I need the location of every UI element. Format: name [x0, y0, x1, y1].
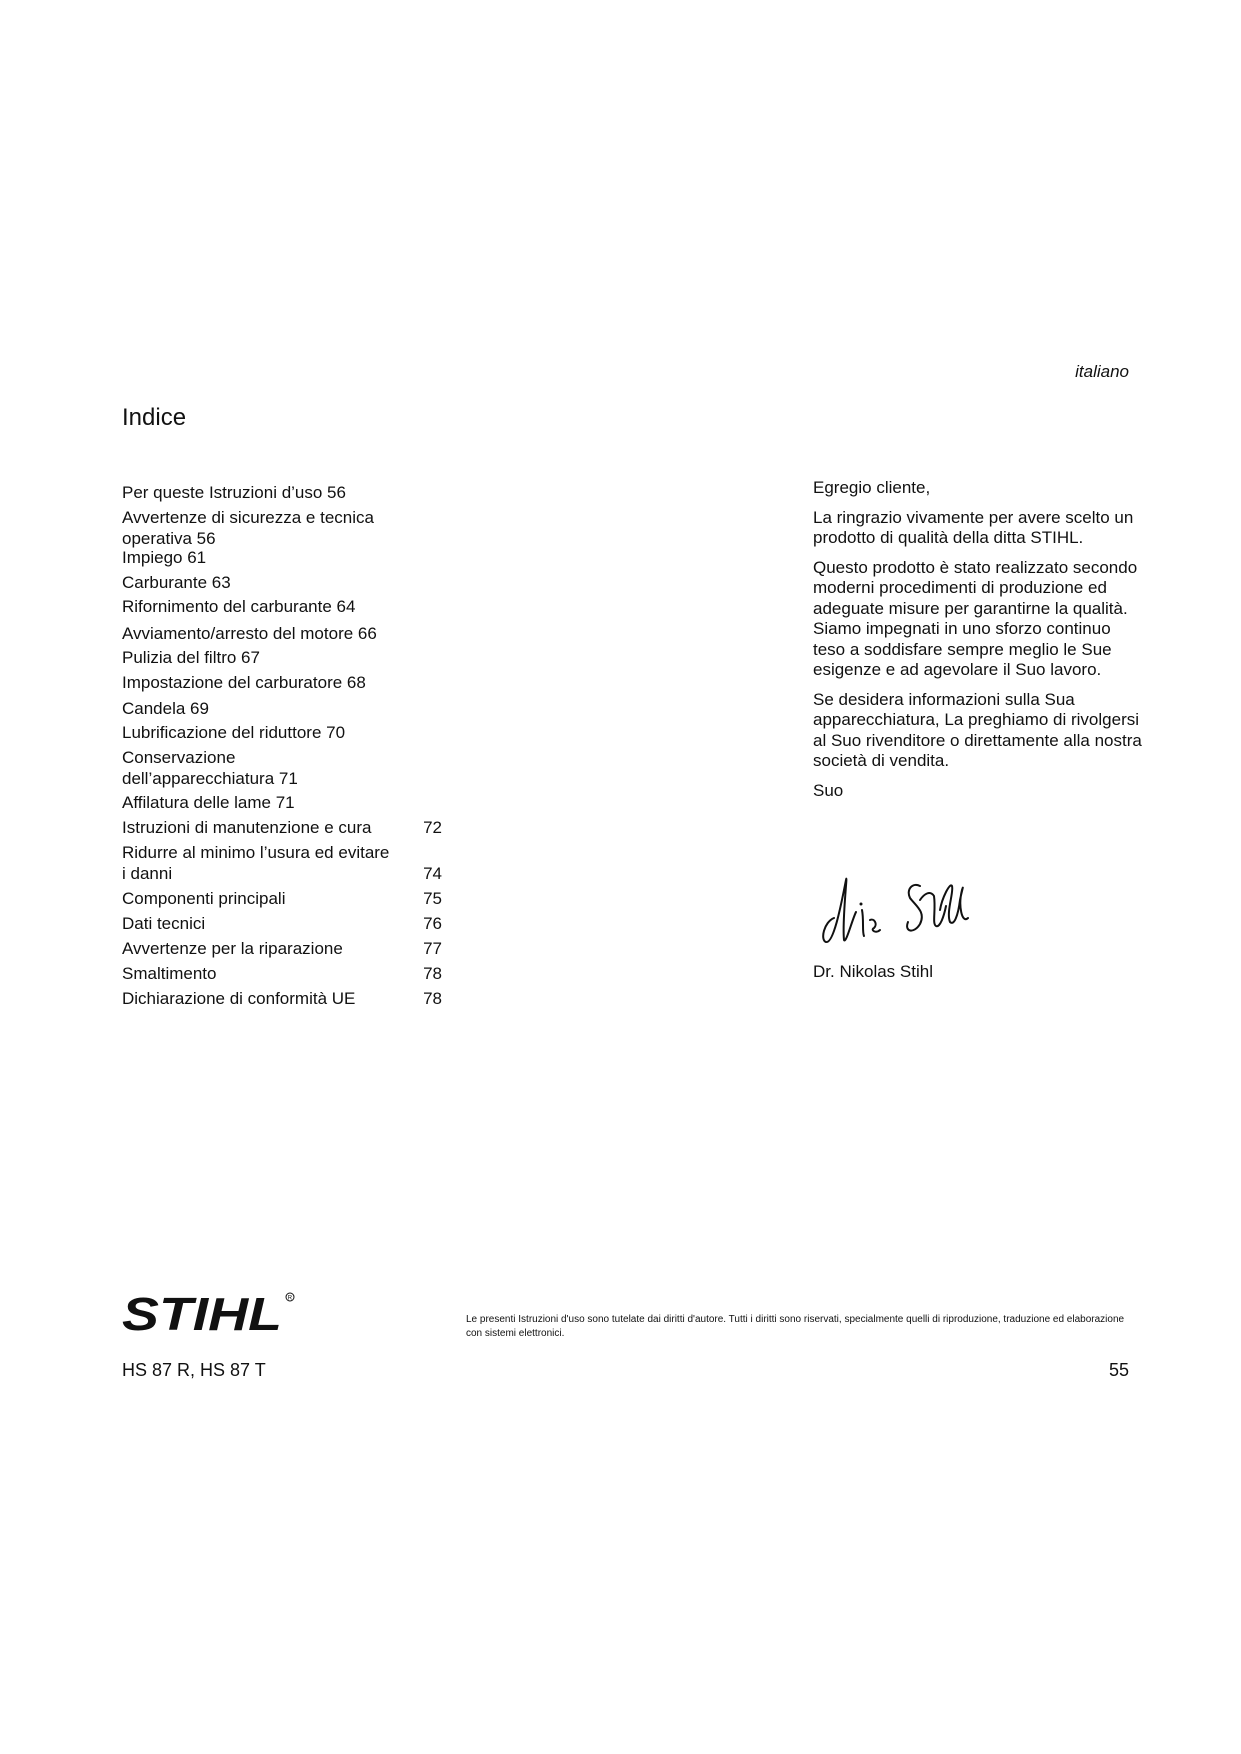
svg-text:STIHL: STIHL: [122, 1290, 282, 1340]
welcome-letter: [813, 478, 1143, 810]
toc-entry-text: Rifornimento del carburante 64: [122, 597, 356, 616]
letter-closing: Suo: [813, 780, 844, 800]
toc-entry-text: Avvertenze di sicurezza e tecnica operativa 56: [122, 508, 374, 548]
toc-entry: [122, 547, 442, 568]
toc-entry-page: 76: [423, 914, 442, 933]
toc-entry: [122, 672, 442, 693]
model-name: HS 87 R, HS 87 T: [122, 1360, 266, 1380]
toc-entry-text: Ridurre al minimo l’usura ed evitare i danni: [122, 843, 390, 883]
toc-entry-page: 77: [423, 939, 442, 958]
toc-entry: [122, 963, 442, 984]
letter-salutation: Egregio cliente,: [813, 478, 931, 497]
page-title: Indice: [122, 404, 187, 431]
toc-entry-text: Per queste Istruzioni d’uso 56: [122, 483, 346, 502]
toc-entry-text: Impostazione del carburatore 68: [122, 673, 366, 692]
toc-entry: [122, 913, 442, 934]
toc-entry-text: Avvertenze per la riparazione: [122, 939, 343, 958]
toc-entry-text: Pulizia del filtro 67: [122, 648, 260, 667]
toc-entry: [122, 596, 442, 617]
toc-entry: [122, 842, 442, 884]
toc-entry: [122, 572, 442, 593]
toc-entry-text: Affilatura delle lame 71: [122, 793, 295, 812]
svg-text:R: R: [287, 1295, 293, 1302]
toc-entry: [122, 623, 442, 644]
toc-entry-page: 78: [423, 964, 442, 983]
letter-paragraph-3: Se desidera informazioni sulla Sua apparecchiatura, La preghiamo di rivolgersi al Suo rivenditore o direttamente alla nostra società di vendita.: [813, 689, 1142, 770]
letter-paragraph-1: La ringrazio vivamente per avere scelto un prodotto di qualità della ditta STIHL.: [813, 507, 1134, 547]
toc-entry: [122, 698, 442, 719]
toc-entry-text: Dichiarazione di conformità UE: [122, 989, 356, 1008]
handwritten-signature: [812, 860, 982, 950]
toc-entry: [122, 792, 442, 813]
signer-name: Dr. Nikolas Stihl: [813, 962, 933, 981]
page-number: 55: [1108, 1360, 1129, 1380]
toc-entry: [122, 722, 442, 743]
toc-entry: [122, 938, 442, 959]
toc-entry: [122, 747, 442, 789]
toc-entry-text: Conservazione dell’apparecchiatura 71: [122, 748, 298, 788]
letter-paragraph-2: Questo prodotto è stato realizzato secondo moderni procedimenti di produzione ed adeguate misure per garantirne la qualità. Siamo impegnati in uno sforzo continuo teso a soddisfare sempre meglio le Sue esigenze e ad agevolare il Suo lavoro.: [813, 557, 1138, 679]
toc-entry: [122, 647, 442, 668]
stihl-logo: [122, 1290, 297, 1340]
toc-entry: [122, 507, 442, 549]
toc-entry: [122, 888, 442, 909]
toc-entry-text: Avviamento/arresto del motore 66: [122, 624, 377, 643]
toc-entry-text: Carburante 63: [122, 573, 231, 592]
copyright-note: Le presenti Istruzioni d'uso sono tutelate dai diritti d'autore. Tutti i diritti sono riservati, specialmente quelli di riproduzione, traduzione ed elaborazione con sistemi elettronici.: [466, 1314, 1125, 1339]
toc-entry-page: 72: [423, 818, 442, 837]
language-label: italiano: [1075, 362, 1129, 381]
toc-entry-text: Dati tecnici: [122, 914, 206, 933]
toc-entry: [122, 988, 442, 1009]
toc-entry-text: Componenti principali: [122, 889, 286, 908]
toc-entry-page: 75: [423, 889, 442, 908]
toc-entry-text: Candela 69: [122, 699, 209, 718]
toc-entry-page: 78: [423, 989, 442, 1008]
toc-entry-text: Lubrificazione del riduttore 70: [122, 723, 346, 742]
toc-entry: [122, 817, 442, 838]
toc-entry-text: Impiego 61: [122, 548, 207, 567]
toc-entry: [122, 482, 442, 503]
toc-entry-text: Istruzioni di manutenzione e cura: [122, 818, 372, 837]
toc-entry-text: Smaltimento: [122, 964, 217, 983]
toc-entry-page: 74: [423, 864, 442, 883]
